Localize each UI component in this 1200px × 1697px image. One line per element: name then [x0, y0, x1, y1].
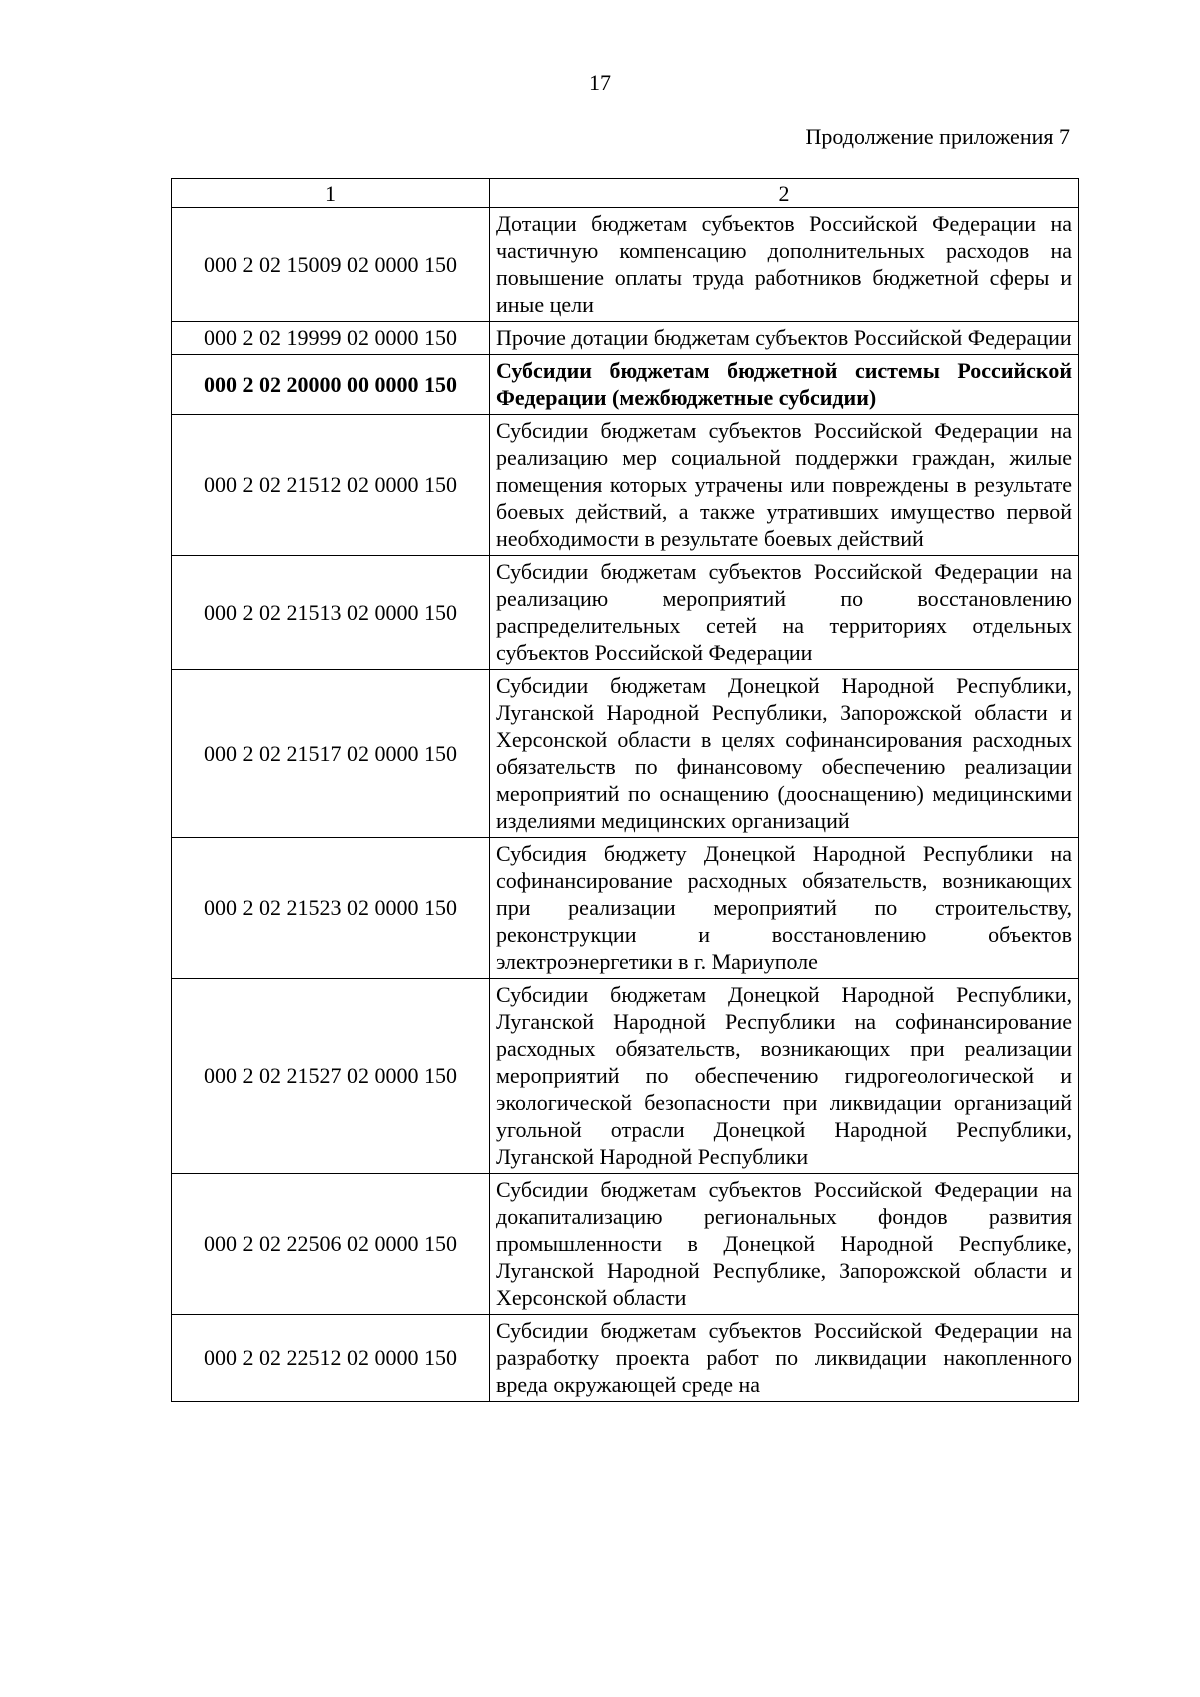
budget-code: 000 2 02 21517 02 0000 150	[172, 670, 490, 838]
table-row	[172, 670, 1079, 838]
table-row-section-heading	[172, 355, 1079, 415]
code-description: Субсидии бюджетам субъектов Российской Федерации на реализацию мероприятий по восстановлению распределительных сетей на территориях отдельных субъектов Российской Федерации	[490, 556, 1079, 670]
budget-code: 000 2 02 21512 02 0000 150	[172, 415, 490, 556]
budget-codes-table	[171, 178, 1079, 1402]
budget-code: 000 2 02 22506 02 0000 150	[172, 1174, 490, 1315]
table-row	[172, 556, 1079, 670]
code-description: Субсидии бюджетам бюджетной системы Российской Федерации (межбюджетные субсидии)	[490, 355, 1079, 415]
table-row	[172, 979, 1079, 1174]
continuation-label: Продолжение приложения 7	[805, 124, 1070, 149]
code-description: Дотации бюджетам субъектов Российской Федерации на частичную компенсацию дополнительных расходов на повышение оплаты труда работников бюджетной сферы и иные цели	[490, 208, 1079, 322]
code-description: Прочие дотации бюджетам субъектов Российской Федерации	[490, 322, 1079, 355]
code-description: Субсидии бюджетам субъектов Российской Федерации на разработку проекта работ по ликвидации накопленного вреда окружающей среде на	[490, 1315, 1079, 1402]
column-header-1: 1	[172, 179, 490, 208]
column-header-2: 2	[490, 179, 1079, 208]
code-description: Субсидии бюджетам Донецкой Народной Республики, Луганской Народной Республики, Запорожской области и Херсонской области в целях софинансирования расходных обязательств по финансовому обеспечению реализации мероприятий по оснащению (дооснащению) медицинскими изделиями медицинских организаций	[490, 670, 1079, 838]
table-row	[172, 208, 1079, 322]
budget-code: 000 2 02 15009 02 0000 150	[172, 208, 490, 322]
table-row	[172, 415, 1079, 556]
budget-code: 000 2 02 21513 02 0000 150	[172, 556, 490, 670]
page-number: 17	[589, 70, 611, 95]
code-description: Субсидии бюджетам субъектов Российской Федерации на докапитализацию региональных фондов развития промышленности в Донецкой Народной Республике, Луганской Народной Республике, Запорожской области и Херсонской области	[490, 1174, 1079, 1315]
budget-code: 000 2 02 21523 02 0000 150	[172, 838, 490, 979]
table-row	[172, 322, 1079, 355]
code-description: Субсидии бюджетам Донецкой Народной Республики, Луганской Народной Республики на софинансирование расходных обязательств, возникающих при реализации мероприятий по обеспечению гидрогеологической и экологической безопасности при ликвидации организаций угольной отрасли Донецкой Народной Республики, Луганской Народной Республики	[490, 979, 1079, 1174]
budget-code: 000 2 02 20000 00 0000 150	[172, 355, 490, 415]
table-row	[172, 1174, 1079, 1315]
budget-code: 000 2 02 22512 02 0000 150	[172, 1315, 490, 1402]
table-row	[172, 1315, 1079, 1402]
code-description: Субсидии бюджетам субъектов Российской Федерации на реализацию мер социальной поддержки граждан, жилые помещения которых утрачены или повреждены в результате боевых действий, а также утративших имущество первой необходимости в результате боевых действий	[490, 415, 1079, 556]
budget-code: 000 2 02 21527 02 0000 150	[172, 979, 490, 1174]
table-header-row	[172, 179, 1079, 208]
code-description: Субсидия бюджету Донецкой Народной Республики на софинансирование расходных обязательств, возникающих при реализации мероприятий по строительству, реконструкции и восстановлению объектов электроэнергетики в г. Мариуполе	[490, 838, 1079, 979]
table-row	[172, 838, 1079, 979]
budget-code: 000 2 02 19999 02 0000 150	[172, 322, 490, 355]
